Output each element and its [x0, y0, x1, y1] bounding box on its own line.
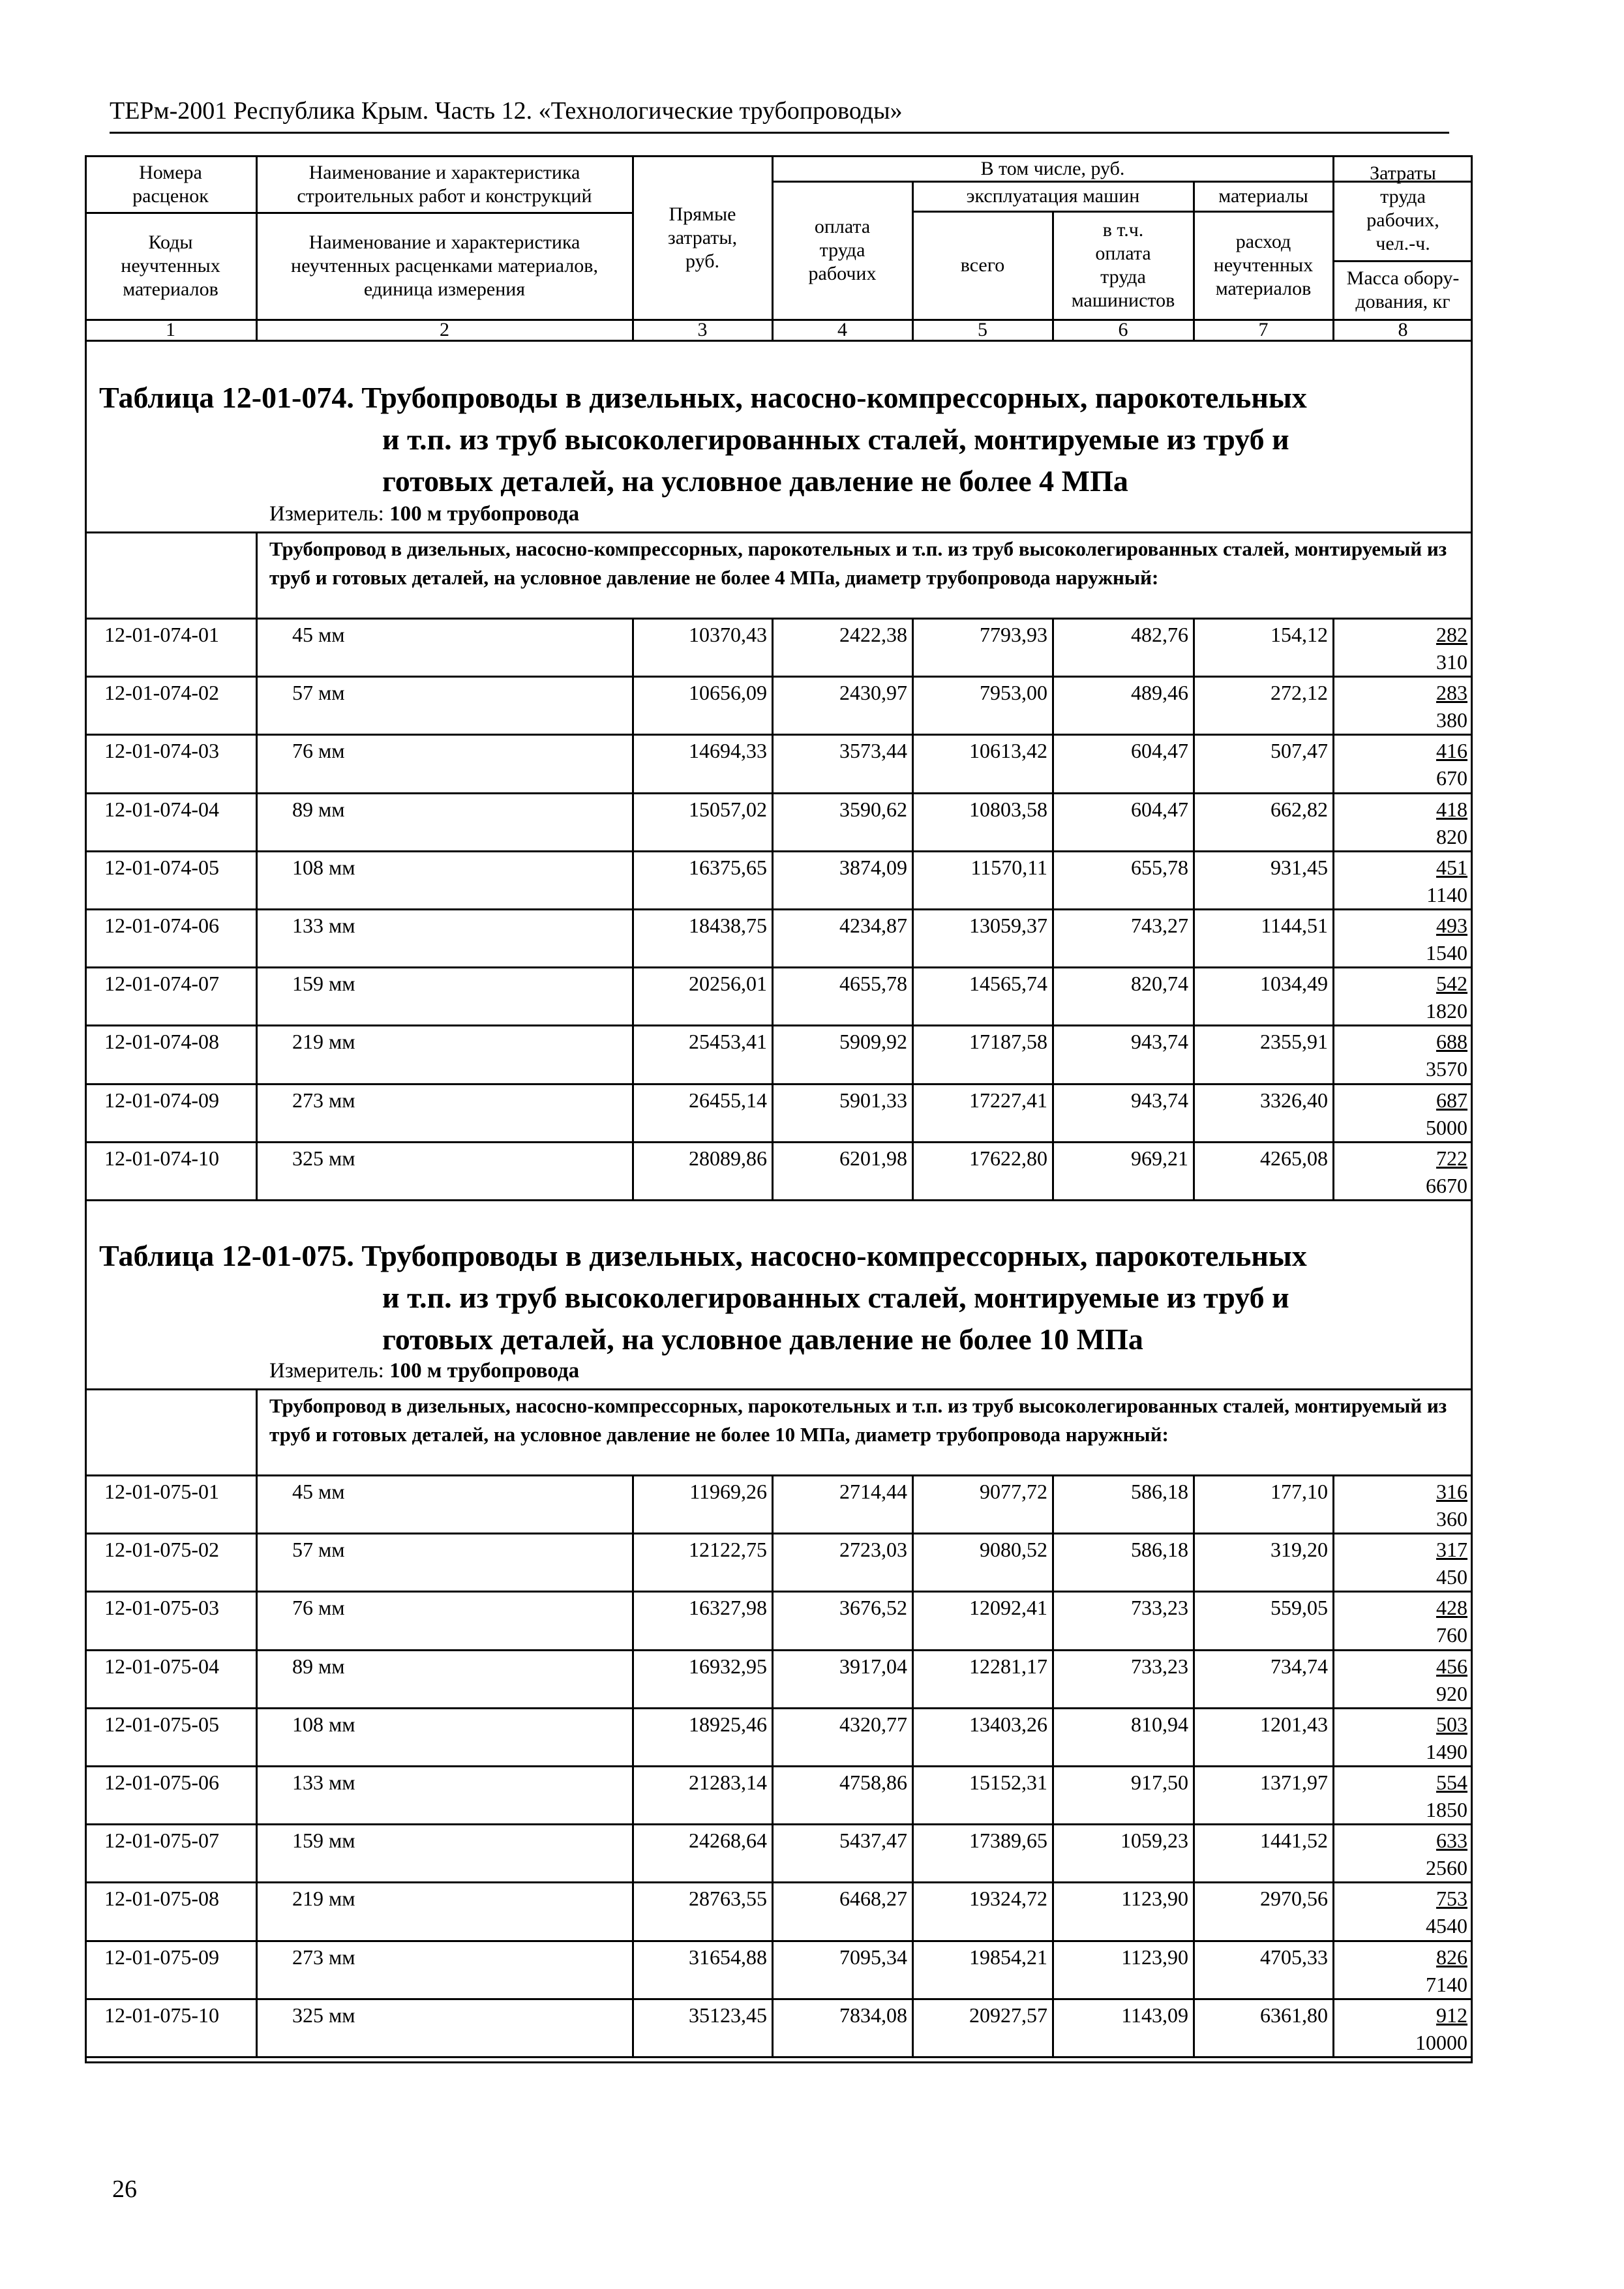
materials-cost: 319,20	[1271, 1538, 1328, 1562]
materials-cost: 1034,49	[1260, 972, 1328, 996]
labor-hours: 633	[1436, 1829, 1467, 1853]
rate-code: 12-01-075-09	[104, 1945, 219, 1969]
table-row-rule	[85, 1940, 1473, 1942]
operators-cost: 1123,90	[1121, 1945, 1188, 1969]
header-col1-bottom	[85, 213, 256, 320]
header-group-machines	[912, 181, 1194, 211]
equipment-mass: 1540	[1426, 941, 1467, 965]
rate-name: 76 мм	[292, 1596, 345, 1620]
machines-cost: 20927,57	[969, 2003, 1047, 2027]
direct-cost: 12122,75	[689, 1538, 767, 1562]
equipment-mass: 2560	[1426, 1856, 1467, 1880]
table-title: и т.п. из труб высоколегированных сталей, монтируемые из труб и	[382, 423, 1289, 456]
header-col6	[1053, 211, 1194, 320]
equipment-mass: 1850	[1426, 1798, 1467, 1821]
table-meter	[269, 1359, 579, 1383]
table-title: готовых деталей, на условное давление не более 10 МПа	[382, 1323, 1143, 1356]
table-title: Таблица 12-01-074. Трубопроводы в дизельных, насосно-компрессорных, парокотельных	[99, 381, 1307, 414]
header-col3-line: затраты,	[667, 227, 738, 248]
labor-hours: 283	[1436, 681, 1467, 705]
direct-cost: 26455,14	[689, 1088, 767, 1112]
labor-cost: 2714,44	[839, 1480, 907, 1503]
direct-cost: 16375,65	[689, 855, 767, 879]
machines-cost: 19854,21	[969, 1945, 1047, 1969]
description-rule	[85, 618, 1473, 620]
operators-cost: 489,46	[1131, 681, 1188, 705]
rate-name: 45 мм	[292, 1480, 345, 1503]
header-col5-line: всего	[960, 254, 1005, 276]
equipment-mass: 1140	[1426, 882, 1467, 906]
header-group-materials-line: материалы	[1218, 185, 1308, 207]
labor-hours: 418	[1436, 797, 1467, 821]
labor-hours: 722	[1436, 1146, 1467, 1170]
equipment-mass: 670	[1436, 766, 1467, 790]
table-row-rule	[85, 850, 1473, 852]
labor-cost: 5901,33	[839, 1088, 907, 1112]
rate-code: 12-01-074-07	[104, 972, 219, 996]
header-col1-top-line: Номера	[139, 162, 202, 183]
equipment-mass: 820	[1436, 824, 1467, 848]
materials-cost: 2355,91	[1260, 1030, 1328, 1054]
header-col8-top-line: чел.-ч.	[1376, 233, 1430, 254]
labor-cost: 2430,97	[839, 681, 907, 705]
header-group-machines-line: эксплуатация машин	[966, 185, 1140, 207]
column-number	[772, 320, 912, 340]
equipment-mass: 360	[1436, 1507, 1467, 1531]
table-row-rule	[85, 1199, 1473, 1201]
labor-cost: 3676,52	[839, 1596, 907, 1620]
materials-cost: 931,45	[1271, 855, 1328, 879]
table-description: Трубопровод в дизельных, насосно-компрессорных, парокотельных и т.п. из труб высоколегированных сталей, монтируемый из труб и готовых деталей, на условное давление не более 10 МПа, диаметр трубопровода наружный:	[269, 1394, 1447, 1446]
materials-cost: 4265,08	[1260, 1146, 1328, 1170]
meter-value: 100 м трубопровода	[389, 502, 580, 526]
labor-cost: 3590,62	[839, 797, 907, 821]
header-col4	[772, 181, 912, 320]
rate-code: 12-01-075-05	[104, 1712, 219, 1736]
table-title: готовых деталей, на условное давление не более 4 МПа	[382, 464, 1128, 498]
labor-hours: 542	[1436, 972, 1467, 996]
machines-cost: 14565,74	[969, 972, 1047, 996]
column-number-line: 5	[978, 319, 987, 340]
operators-cost: 1123,90	[1121, 1887, 1188, 1911]
labor-hours: 554	[1436, 1771, 1467, 1794]
rate-name: 57 мм	[292, 681, 345, 705]
machines-cost: 7953,00	[980, 681, 1047, 705]
column-number	[85, 320, 256, 340]
table-meter	[269, 502, 579, 526]
rate-name: 159 мм	[292, 972, 355, 996]
labor-cost: 4655,78	[839, 972, 907, 996]
meter-label: Измеритель:	[269, 502, 384, 526]
materials-cost: 6361,80	[1260, 2003, 1328, 2027]
rate-name: 76 мм	[292, 739, 345, 763]
direct-cost: 28763,55	[689, 1887, 767, 1911]
header-col1-bottom-line: Коды	[148, 232, 193, 253]
machines-cost: 17227,41	[969, 1088, 1047, 1112]
rate-code: 12-01-074-02	[104, 681, 219, 705]
operators-cost: 733,23	[1131, 1596, 1188, 1620]
meter-label: Измеритель:	[269, 1359, 384, 1383]
rate-code: 12-01-075-04	[104, 1654, 219, 1678]
direct-cost: 11969,26	[689, 1480, 767, 1503]
rate-code: 12-01-074-01	[104, 623, 219, 646]
rate-name: 108 мм	[292, 855, 355, 879]
operators-cost: 943,74	[1131, 1030, 1188, 1054]
header-rule	[110, 132, 1449, 134]
rate-code: 12-01-075-01	[104, 1480, 219, 1503]
operators-cost: 810,94	[1131, 1712, 1188, 1736]
rate-name: 133 мм	[292, 1771, 355, 1794]
column-number	[256, 320, 633, 340]
column-number-line: 6	[1118, 319, 1128, 340]
rate-name: 219 мм	[292, 1030, 355, 1054]
labor-cost: 4758,86	[839, 1771, 907, 1794]
meter-rule	[85, 531, 1473, 533]
header-col2-bottom-line: единица измерения	[363, 278, 526, 300]
operators-cost: 969,21	[1131, 1146, 1188, 1170]
machines-cost: 17622,80	[969, 1146, 1047, 1170]
machines-cost: 10613,42	[969, 739, 1047, 763]
direct-cost: 16932,95	[689, 1654, 767, 1678]
direct-cost: 24268,64	[689, 1829, 767, 1853]
direct-cost: 28089,86	[689, 1146, 767, 1170]
table-row-rule	[85, 1591, 1473, 1593]
labor-cost: 5909,92	[839, 1030, 907, 1054]
table-row-rule	[85, 1881, 1473, 1883]
labor-hours: 282	[1436, 623, 1467, 646]
page-number: 26	[112, 2176, 137, 2203]
machines-cost: 10803,58	[969, 797, 1047, 821]
header-col6-line: труда	[1100, 266, 1146, 288]
running-header: ТЕРм-2001 Республика Крым. Часть 12. «Технологические трубопроводы»	[110, 97, 903, 125]
labor-cost: 3917,04	[839, 1654, 907, 1678]
machines-cost: 12092,41	[969, 1596, 1047, 1620]
rate-code: 12-01-074-05	[104, 855, 219, 879]
header-group-materials	[1194, 181, 1333, 211]
materials-cost: 3326,40	[1260, 1088, 1328, 1112]
header-col2-bottom-line: неучтенных расценками материалов,	[291, 255, 598, 277]
machines-cost: 17187,58	[969, 1030, 1047, 1054]
table-row-rule	[85, 1533, 1473, 1534]
equipment-mass: 4540	[1426, 1914, 1467, 1938]
operators-cost: 1143,09	[1121, 2003, 1188, 2027]
machines-cost: 17389,65	[969, 1829, 1047, 1853]
rate-code: 12-01-075-02	[104, 1538, 219, 1562]
header-col8-top	[1333, 157, 1473, 261]
rate-code: 12-01-074-03	[104, 739, 219, 763]
materials-cost: 662,82	[1271, 797, 1328, 821]
labor-cost: 2723,03	[839, 1538, 907, 1562]
direct-cost: 18438,75	[689, 914, 767, 937]
header-col6-line: оплата	[1095, 243, 1151, 264]
rate-code: 12-01-074-06	[104, 914, 219, 937]
labor-hours: 688	[1436, 1030, 1467, 1054]
direct-cost: 10370,43	[689, 623, 767, 646]
operators-cost: 604,47	[1131, 739, 1188, 763]
rate-name: 273 мм	[292, 1945, 355, 1969]
header-col8-bottom	[1333, 261, 1473, 320]
header-col8-top-line: рабочих,	[1366, 209, 1439, 231]
labor-cost: 7095,34	[839, 1945, 907, 1969]
operators-cost: 586,18	[1131, 1480, 1188, 1503]
header-col1-top-line: расценок	[132, 185, 209, 207]
rate-code: 12-01-075-06	[104, 1771, 219, 1794]
table-row-rule	[85, 1141, 1473, 1143]
rate-code: 12-01-075-08	[104, 1887, 219, 1911]
machines-cost: 12281,17	[969, 1654, 1047, 1678]
table-row-rule	[85, 1025, 1473, 1026]
equipment-mass: 5000	[1426, 1115, 1467, 1139]
header-col7-line: расход	[1235, 231, 1291, 252]
labor-cost: 4234,87	[839, 914, 907, 937]
labor-hours: 416	[1436, 739, 1467, 763]
labor-hours: 826	[1436, 1945, 1467, 1969]
labor-hours: 753	[1436, 1887, 1467, 1911]
header-col7-line: материалов	[1215, 278, 1312, 299]
table-row-rule	[85, 1707, 1473, 1709]
equipment-mass: 10000	[1415, 2030, 1467, 2054]
equipment-mass: 1820	[1426, 999, 1467, 1023]
table-row-rule	[85, 2056, 1473, 2058]
labor-cost: 7834,08	[839, 2003, 907, 2027]
table-title: и т.п. из труб высоколегированных сталей, монтируемые из труб и	[382, 1281, 1289, 1314]
column-number-line: 2	[440, 319, 449, 340]
labor-hours: 451	[1436, 855, 1467, 879]
rate-code: 12-01-075-03	[104, 1596, 219, 1620]
header-col6-line: в т.ч.	[1102, 219, 1144, 241]
header-col2-top-line: строительных работ и конструкций	[297, 185, 592, 207]
labor-hours: 493	[1436, 914, 1467, 937]
direct-cost: 15057,02	[689, 797, 767, 821]
materials-cost: 1441,52	[1260, 1829, 1328, 1853]
description-column-line	[256, 1389, 258, 1475]
materials-cost: 507,47	[1271, 739, 1328, 763]
materials-cost: 177,10	[1271, 1480, 1328, 1503]
table-row-rule	[85, 792, 1473, 794]
header-col4-line: труда	[819, 239, 865, 261]
labor-cost: 2422,38	[839, 623, 907, 646]
labor-cost: 3573,44	[839, 739, 907, 763]
header-col8-top-line: труда	[1380, 186, 1426, 207]
table-row-rule	[85, 908, 1473, 910]
equipment-mass: 7140	[1426, 1972, 1467, 1996]
table-row-rule	[85, 1649, 1473, 1651]
rate-name: 89 мм	[292, 1654, 345, 1678]
direct-cost: 16327,98	[689, 1596, 767, 1620]
direct-cost: 14694,33	[689, 739, 767, 763]
column-number-line: 7	[1258, 319, 1269, 340]
table-description: Трубопровод в дизельных, насосно-компрессорных, парокотельных и т.п. из труб высоколегированных сталей, монтируемый из труб и готовых деталей, на условное давление не более 4 МПа, диаметр трубопровода наружный:	[269, 537, 1447, 589]
materials-cost: 154,12	[1271, 623, 1328, 646]
direct-cost: 18925,46	[689, 1712, 767, 1736]
materials-cost: 1144,51	[1261, 914, 1328, 937]
direct-cost: 21283,14	[689, 1771, 767, 1794]
labor-hours: 912	[1436, 2003, 1467, 2027]
materials-cost: 1371,97	[1260, 1771, 1328, 1794]
header-col4-line: оплата	[814, 216, 871, 237]
machines-cost: 13403,26	[969, 1712, 1047, 1736]
description-column-line	[256, 532, 258, 618]
rate-name: 325 мм	[292, 2003, 355, 2027]
table-row-rule	[85, 1823, 1473, 1825]
header-col2-top	[256, 157, 633, 213]
column-number	[1053, 320, 1194, 340]
machines-cost: 15152,31	[969, 1771, 1047, 1794]
rate-name: 89 мм	[292, 797, 345, 821]
labor-cost: 5437,47	[839, 1829, 907, 1853]
header-col1-bottom-line: неучтенных	[121, 255, 220, 277]
labor-cost: 3874,09	[839, 855, 907, 879]
rate-code: 12-01-074-04	[104, 797, 219, 821]
header-col2-bottom	[256, 213, 633, 320]
rate-code: 12-01-075-07	[104, 1829, 219, 1853]
header-col3-line: руб.	[685, 250, 719, 272]
direct-cost: 35123,45	[689, 2003, 767, 2027]
materials-cost: 1201,43	[1260, 1712, 1328, 1736]
materials-cost: 272,12	[1271, 681, 1328, 705]
table-row-rule	[85, 1998, 1473, 2000]
header-col8-bottom-line: дования, кг	[1355, 291, 1451, 312]
table-row-rule	[85, 734, 1473, 736]
equipment-mass: 1490	[1426, 1739, 1467, 1763]
machines-cost: 9080,52	[980, 1538, 1047, 1562]
table-row-rule	[85, 966, 1473, 968]
header-col1-bottom-line: материалов	[123, 278, 218, 300]
column-number	[912, 320, 1053, 340]
header-col7	[1194, 211, 1333, 320]
operators-cost: 655,78	[1131, 855, 1188, 879]
description-rule	[85, 1474, 1473, 1476]
rate-code: 12-01-075-10	[104, 2003, 219, 2027]
materials-cost: 559,05	[1271, 1596, 1328, 1620]
rate-name: 219 мм	[292, 1887, 355, 1911]
header-col8-top-line: Затраты	[1370, 162, 1436, 184]
direct-cost: 20256,01	[689, 972, 767, 996]
header-col6-line: машинистов	[1071, 290, 1175, 311]
rate-name: 325 мм	[292, 1146, 355, 1170]
header-group-incl	[772, 157, 1333, 181]
header-col2-top-line: Наименование и характеристика	[308, 162, 580, 183]
labor-hours: 428	[1436, 1596, 1467, 1620]
header-col4-line: рабочих	[808, 263, 877, 284]
labor-hours: 456	[1436, 1654, 1467, 1678]
equipment-mass: 6670	[1426, 1173, 1467, 1197]
operators-cost: 820,74	[1131, 972, 1188, 996]
table-title: Таблица 12-01-075. Трубопроводы в дизельных, насосно-компрессорных, парокотельных	[99, 1239, 1307, 1272]
materials-cost: 4705,33	[1260, 1945, 1328, 1969]
materials-cost: 734,74	[1271, 1654, 1328, 1678]
rate-name: 159 мм	[292, 1829, 355, 1853]
operators-cost: 586,18	[1131, 1538, 1188, 1562]
column-number-line: 1	[166, 319, 175, 340]
meter-rule	[85, 1388, 1473, 1390]
direct-cost: 10656,09	[689, 681, 767, 705]
column-number	[633, 320, 772, 340]
column-number-line: 8	[1398, 319, 1408, 340]
rate-code: 12-01-074-08	[104, 1030, 219, 1054]
meter-value: 100 м трубопровода	[389, 1359, 580, 1383]
operators-cost: 917,50	[1131, 1771, 1188, 1794]
machines-cost: 9077,72	[980, 1480, 1047, 1503]
rate-code: 12-01-074-10	[104, 1146, 219, 1170]
operators-cost: 733,23	[1131, 1654, 1188, 1678]
equipment-mass: 3570	[1426, 1057, 1467, 1081]
direct-cost: 25453,41	[689, 1030, 767, 1054]
header-col7-line: неучтенных	[1213, 254, 1314, 276]
table-row-rule	[85, 1765, 1473, 1767]
equipment-mass: 760	[1436, 1623, 1467, 1647]
header-col2-bottom-line: Наименование и характеристика	[308, 232, 580, 253]
labor-hours: 316	[1436, 1480, 1467, 1503]
machines-cost: 19324,72	[969, 1887, 1047, 1911]
equipment-mass: 920	[1436, 1681, 1467, 1705]
column-number-line: 4	[837, 319, 847, 340]
machines-cost: 13059,37	[969, 914, 1047, 937]
labor-cost: 6468,27	[839, 1887, 907, 1911]
labor-cost: 4320,77	[839, 1712, 907, 1736]
header-col8-bottom-line: Масса обору-	[1346, 267, 1460, 289]
materials-cost: 2970,56	[1260, 1887, 1328, 1911]
rate-name: 133 мм	[292, 914, 355, 937]
rate-name: 45 мм	[292, 623, 345, 646]
labor-hours: 317	[1436, 1538, 1467, 1562]
header-col3-line: Прямые	[669, 203, 736, 225]
rate-name: 57 мм	[292, 1538, 345, 1562]
column-number	[1333, 320, 1473, 340]
column-number	[1194, 320, 1333, 340]
operators-cost: 482,76	[1131, 623, 1188, 646]
rate-name: 108 мм	[292, 1712, 355, 1736]
labor-hours: 503	[1436, 1712, 1467, 1736]
header-col3	[633, 157, 772, 320]
labor-hours: 687	[1436, 1088, 1467, 1112]
table-row-rule	[85, 1083, 1473, 1085]
machines-cost: 7793,93	[980, 623, 1047, 646]
direct-cost: 31654,88	[689, 1945, 767, 1969]
header-group-incl-line: В том числе, руб.	[980, 158, 1125, 179]
column-number-line: 3	[697, 319, 708, 340]
operators-cost: 743,27	[1131, 914, 1188, 937]
labor-cost: 6201,98	[839, 1146, 907, 1170]
machines-cost: 11570,11	[970, 855, 1047, 879]
equipment-mass: 310	[1436, 650, 1467, 674]
header-col1-top	[85, 157, 256, 213]
rate-name: 273 мм	[292, 1088, 355, 1112]
header-col5	[912, 211, 1053, 320]
equipment-mass: 380	[1436, 708, 1467, 732]
rate-code: 12-01-074-09	[104, 1088, 219, 1112]
operators-cost: 943,74	[1131, 1088, 1188, 1112]
operators-cost: 1059,23	[1120, 1829, 1188, 1853]
table-row-rule	[85, 676, 1473, 678]
equipment-mass: 450	[1436, 1565, 1467, 1589]
operators-cost: 604,47	[1131, 797, 1188, 821]
